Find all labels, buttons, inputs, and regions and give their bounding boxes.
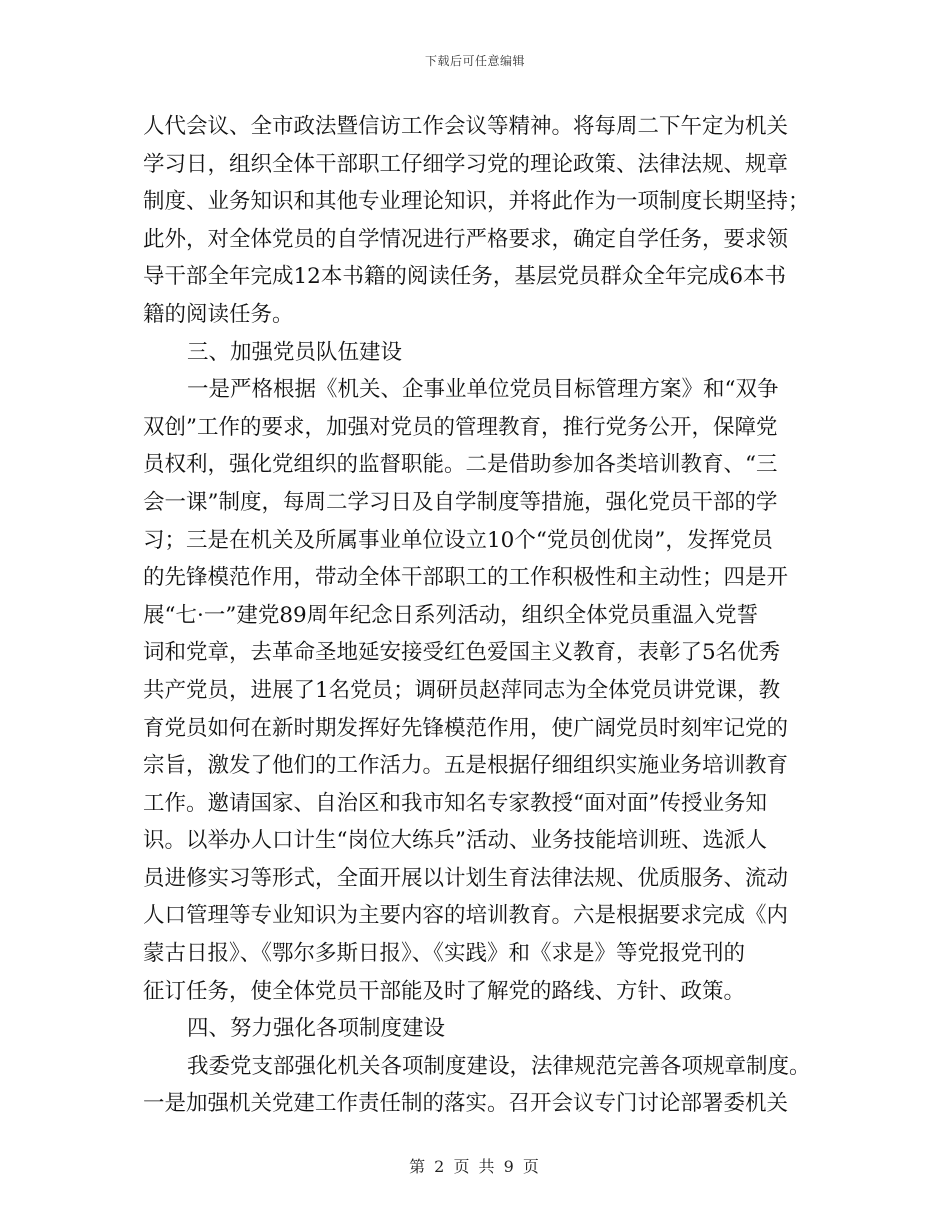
text-line: 导干部全年完成12本书籍的阅读任务，基层党员群众全年完成6本书 (143, 264, 787, 290)
text-line: 工作。邀请国家、自治区和我市知名专家教授“面对面”传授业务知 (143, 790, 767, 816)
text-line: 人口管理等专业知识为主要内容的培训教育。六是根据要求完成《内 (143, 903, 789, 929)
text-line: 识。以举办人口计生“岗位大练兵”活动、业务技能培训班、选派人 (143, 828, 767, 854)
text-line: 双创”工作的要求，加强对党员的管理教育，推行党务公开，保障党 (143, 414, 778, 440)
text-line: 宗旨，激发了他们的工作活力。五是根据仔细组织实施业务培训教育 (143, 753, 789, 779)
text-line: 四、努力强化各项制度建设 (187, 1016, 446, 1042)
paragraph (143, 371, 809, 1010)
text-line: 制度、业务知识和其他专业理论知识，并将此作为一项制度长期坚持； (143, 189, 810, 215)
text-line: 籍的阅读任务。 (143, 301, 294, 327)
text-line: 会一课”制度，每周二学习日及自学制度等措施，强化党员干部的学 (143, 489, 778, 515)
paragraph (143, 334, 809, 372)
text-line: 我委党支部强化机关各项制度建设，法律规范完善各项规章制度。 (187, 1053, 811, 1079)
text-line: 蒙古日报》、《鄂尔多斯日报》、《实践》和《求是》等党报党刊的 (143, 941, 746, 967)
text-line: 育党员如何在新时期发挥好先锋模范作用，使广阔党员时刻牢记党的 (143, 715, 789, 741)
paragraph (143, 1048, 809, 1123)
paragraph (143, 1010, 809, 1048)
paragraph (143, 108, 809, 334)
text-line: 员权利，强化党组织的监督职能。二是借助参加各类培训教育、“三 (143, 452, 778, 478)
text-line: 一是严格根据《机关、企事业单位党员目标管理方案》和“双争 (187, 377, 779, 403)
text-line: 员进修实习等形式，全面开展以计划生育法律法规、优质服务、流动 (143, 865, 789, 891)
text-line: 共产党员，进展了1名党员；调研员赵萍同志为全体党员讲党课，教 (143, 677, 781, 703)
text-line: 词和党章，去革命圣地延安接受红色爱国主义教育，表彰了5名优秀 (143, 640, 781, 666)
text-line: 征订任务，使全体党员干部能及时了解党的路线、方针、政策。 (143, 978, 746, 1004)
text-line: 人代会议、全市政法暨信访工作会议等精神。将每周二下午定为机关 (143, 114, 789, 139)
page-header: 下载后可任意编辑 (424, 54, 525, 68)
document-body (143, 108, 809, 1123)
text-line: 学习日，组织全体干部职工仔细学习党的理论政策、法律法规、规章 (143, 151, 789, 177)
text-line: 习；三是在机关及所属事业单位设立10个“党员创优岗”，发挥党员 (143, 527, 773, 553)
text-line: 一是加强机关党建工作责任制的落实。召开会议专门讨论部署委机关 (143, 1091, 789, 1117)
text-line: 三、加强党员队伍建设 (187, 339, 403, 365)
page-footer: 第 2 页 共 9 页 (409, 1157, 541, 1176)
text-line: 此外，对全体党员的自学情况进行严格要求，确定自学任务，要求领 (143, 226, 789, 252)
text-line: 的先锋模范作用，带动全体干部职工的工作积极性和主动性；四是开 (143, 565, 789, 591)
text-line: 展“七·一”建党89周年纪念日系列活动，组织全体党员重温入党誓 (143, 602, 759, 628)
